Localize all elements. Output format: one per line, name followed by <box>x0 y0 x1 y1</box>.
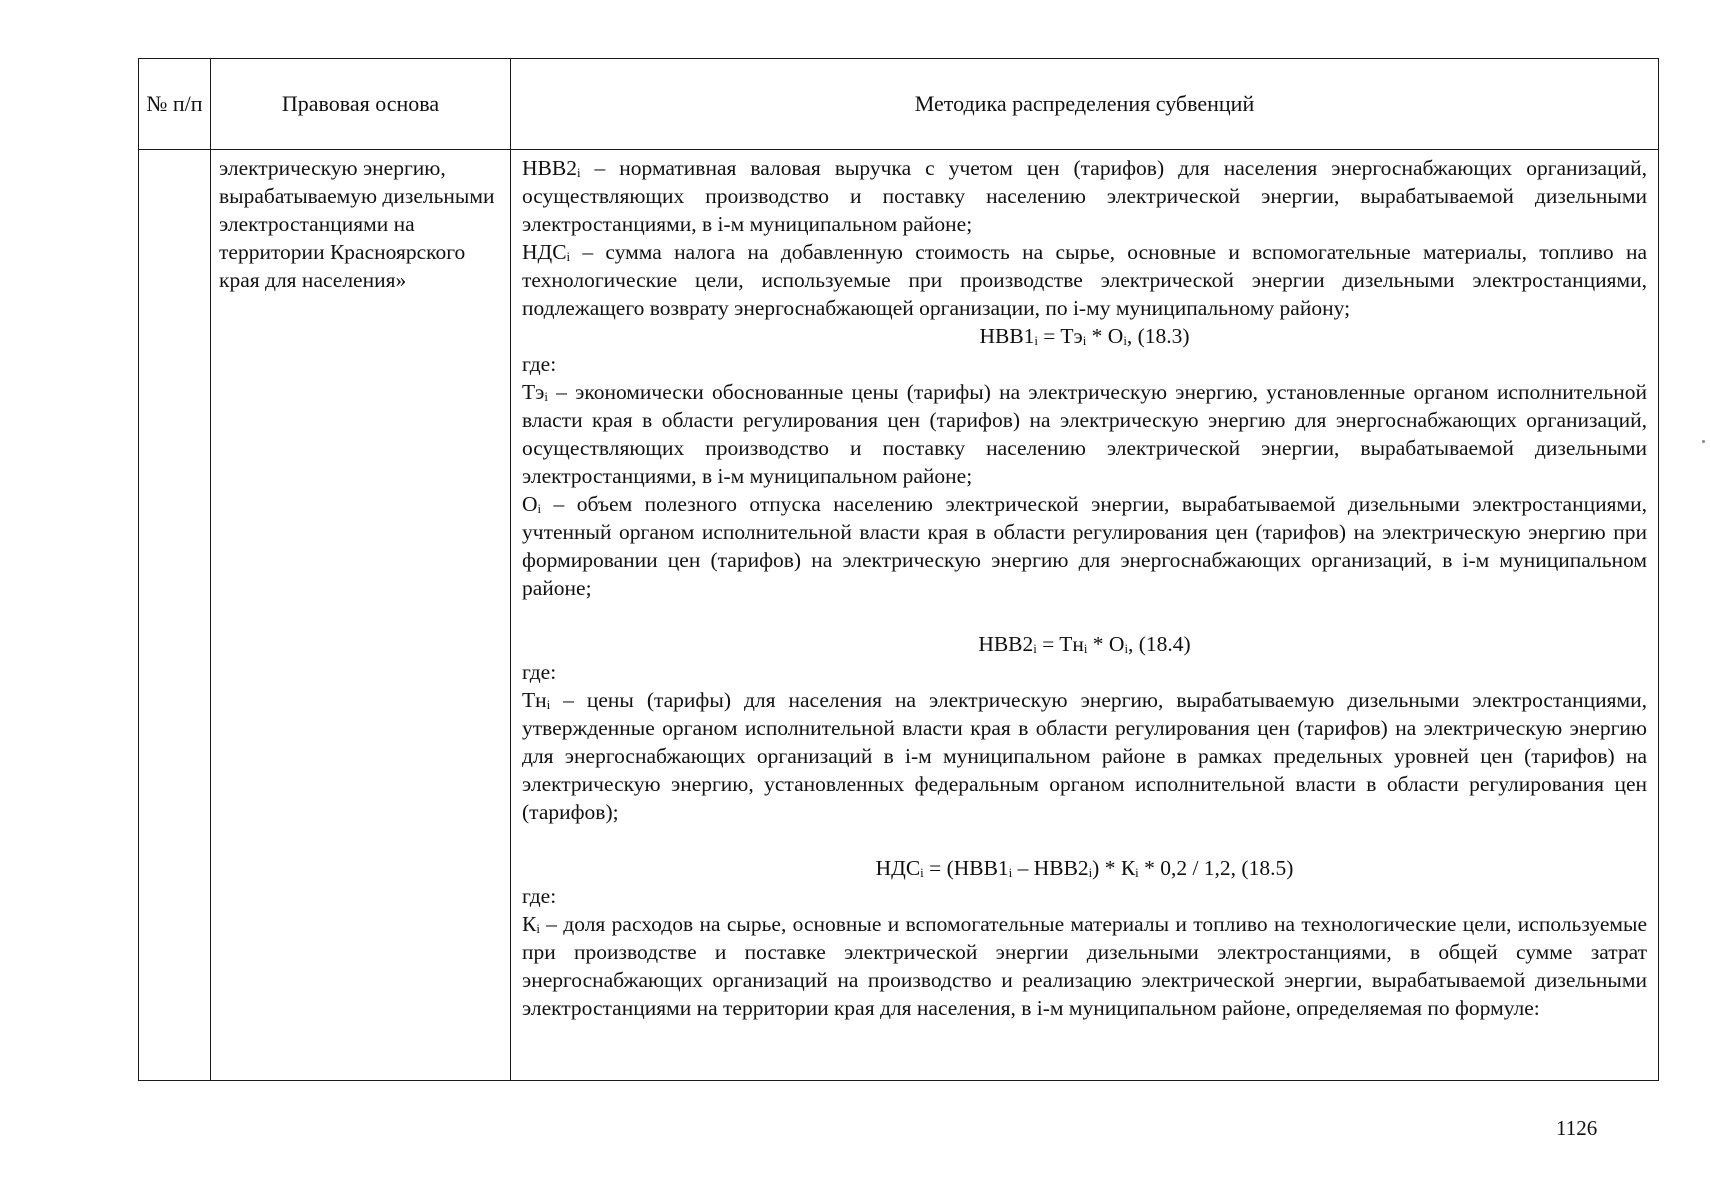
where-label-3: где: <box>522 884 557 908</box>
definition-o: Оᵢ – объем полезного отпуска населению электрической энергии, вырабатываемой дизельными электростанциями, учтенный органом исполнительной власти края в области регулирования цен (тарифов) на электрическую энергию при формировании цен (тарифов) на электрическую энергию для энергоснабжающих организаций, в i-м муниципальном районе; <box>522 492 1647 600</box>
formula-18-3: НВВ1ᵢ = Tэᵢ * Оᵢ, (18.3) <box>979 324 1190 348</box>
formula-18-5: НДСᵢ = (НВВ1ᵢ – НВВ2ᵢ) * Кᵢ * 0,2 / 1,2, (18.5) <box>875 856 1294 880</box>
cell-methodology <box>511 150 1659 1081</box>
header-num: № п/п <box>139 59 211 150</box>
formula-18-4: НВВ2ᵢ = Tнᵢ * Оᵢ, (18.4) <box>978 632 1191 656</box>
subvention-method-table <box>138 58 1659 1081</box>
scan-speck <box>1702 440 1705 443</box>
page-number: 1126 <box>1556 1116 1598 1140</box>
where-label-1: где: <box>522 352 557 376</box>
table-row <box>139 150 1659 1081</box>
header-methodology: Методика распределения субвенций <box>511 59 1659 150</box>
definition-tn: Tнᵢ – цены (тарифы) для населения на электрическую энергию, вырабатываемую дизельными электростанциями, утвержденные органом исполнительной власти края в области регулирования цен (тарифов) на электрическую энергию для энергоснабжающих организаций в i-м муниципальном районе в рамках предельных уровней цен (тарифов) на электрическую энергию, установленных федеральным органом исполнительной власти в области регулирования цен (тарифов); <box>522 688 1647 824</box>
cell-num <box>139 150 211 1081</box>
header-legal-basis: Правовая основа <box>211 59 511 150</box>
definition-nvv2: НВВ2ᵢ – нормативная валовая выручка с учетом цен (тарифов) для населения энергоснабжающих организаций, осуществляющих производство и поставку населению электрической энергии, вырабатываемой дизельными электростанциями, в i-м муниципальном районе; <box>522 156 1647 236</box>
where-label-2: где: <box>522 660 557 684</box>
cell-legal-basis: электрическую энергию, вырабатываемую дизельными электростанциями на территории Красноярского края для населения» <box>211 150 511 1081</box>
definition-te: Tэᵢ – экономически обоснованные цены (тарифы) на электрическую энергию, установленные органом исполнительной власти края в области регулирования цен (тарифов) на электрическую энергию для энергоснабжающих организаций, осуществляющих производство и поставку населению электрической энергии, вырабатываемой дизельными электростанциями, в i-м муниципальном районе; <box>522 380 1647 488</box>
definition-nds: НДСᵢ – сумма налога на добавленную стоимость на сырье, основные и вспомогательные материалы, топливо на технологические цели, используемые при производстве электрической энергии дизельными электростанциями, подлежащего возврату энергоснабжающей организации, по i-му муниципальному району; <box>522 240 1647 320</box>
table-header-row <box>139 59 1659 150</box>
definition-k: Кᵢ – доля расходов на сырье, основные и вспомогательные материалы и топливо на технологические цели, используемые при производстве и поставке электрической энергии дизельными электростанциями, в общей сумме затрат энергоснабжающих организаций на производство и реализацию электрической энергии, вырабатываемой дизельными электростанциями на территории края для населения, в i-м муниципальном районе, определяемая по формуле: <box>522 912 1647 1020</box>
